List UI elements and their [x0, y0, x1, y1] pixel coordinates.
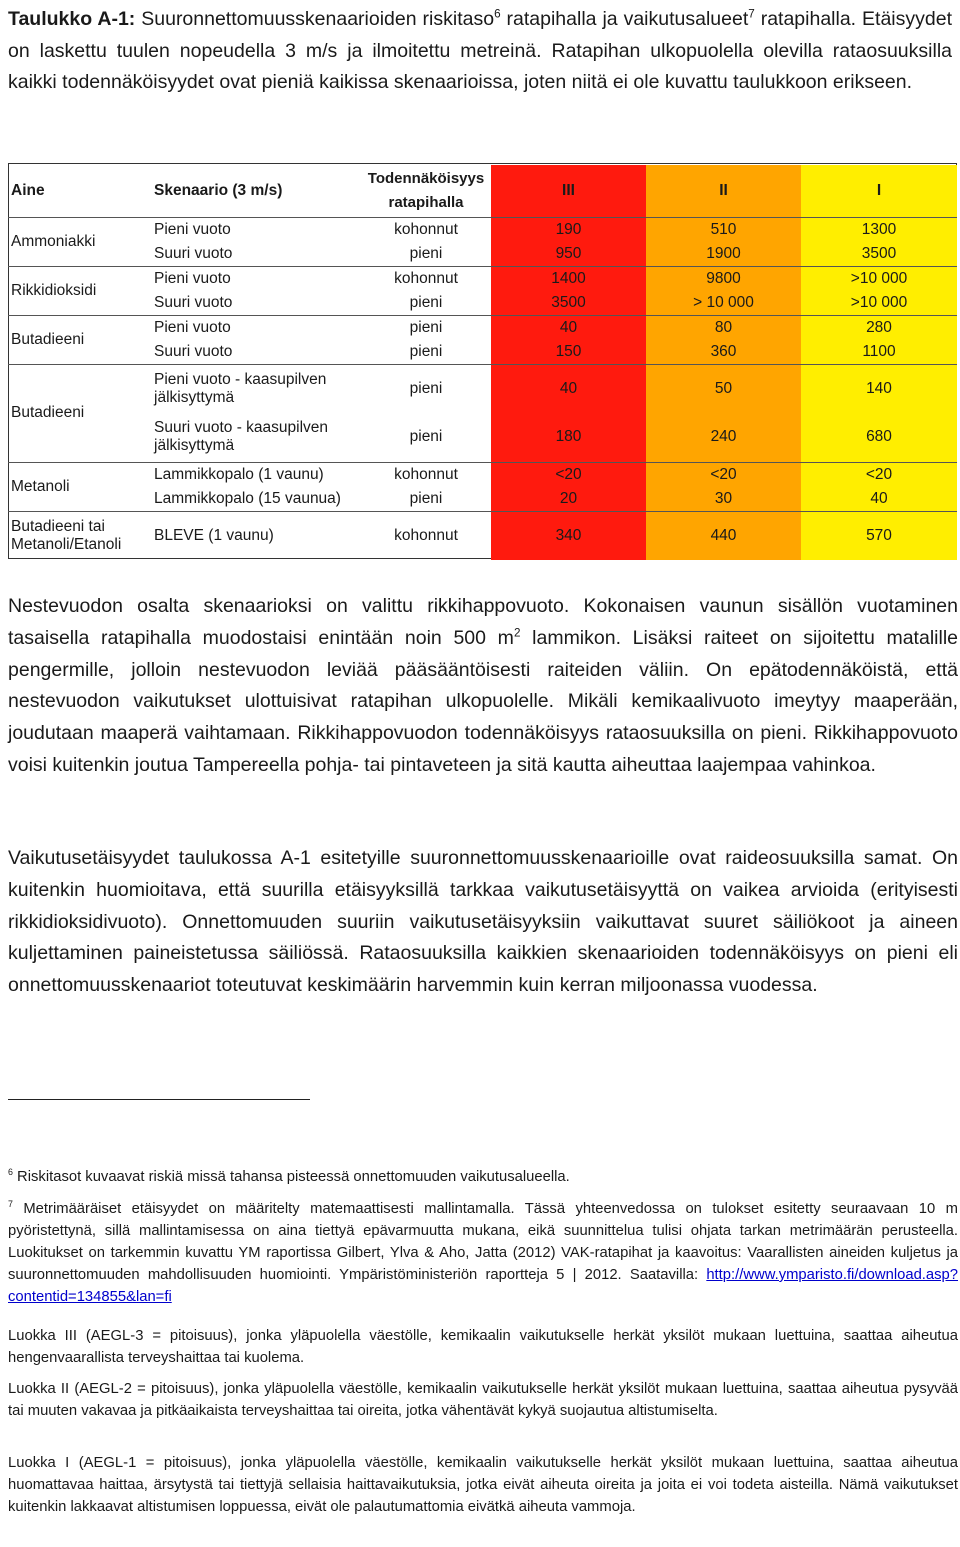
distance-class-iii: 3500 [491, 291, 646, 316]
distance-class-ii: 360 [646, 340, 801, 365]
distance-class-iii: 950 [491, 242, 646, 267]
distance-class-iii: 340 [491, 511, 646, 560]
paragraph-vaikutusetaisyydet: Vaikutusetäisyydet taulukossa A-1 esitetyille suuronnettomuusskenaarioille ovat raideosuuksilla samat. On kuitenkin huomioitava, että suurilla etäisyyksillä tarkkaa vaikutusetäisyyttä on vaikea arvioida (erityisesti rikkidioksidivuoto). Onnettomuuden suuriin vaikutusetäisyyksiin vaikuttavat suuret säiliökoot ja aineen kuljettaminen paineistetussa säiliössä. Rataosuuksilla kaikkien skenaarioiden todennäköisyys on pieni eli onnettomuusskenaariot toteutuvat keskimäärin harvemmin kuin kerran miljoonassa vuodessa. [8, 847, 958, 997]
caption-text-c: ratapihalla. Etäisyydet on laskettu tuulen nopeudella 3 m/s ja ilmoitettu metreinä. Ratapihan ulkopuolella olevilla rataosuuksilla kaikki todennäköisyydet ovat pieniä kaikissa skenaarioissa, joten niitä ei ole kuvattu taulukkoon erikseen. [8, 8, 952, 93]
distance-class-ii: 9800 [646, 266, 801, 291]
distance-class-ii: 240 [646, 413, 801, 462]
table-row [8, 364, 957, 413]
table-row [8, 315, 957, 340]
distance-class-i: >10 000 [801, 266, 957, 291]
scenario-cell [151, 413, 361, 462]
paragraph1-superscript: 2 [513, 626, 521, 640]
distance-class-iii: 180 [491, 413, 646, 462]
distance-class-i: 3500 [801, 242, 957, 267]
scenario-line2: jälkisyttymä [154, 437, 235, 455]
substance-cell: Metanoli [8, 462, 151, 511]
header-prob-line1: Todennäköisyys [367, 169, 485, 187]
risk-table [8, 165, 957, 560]
distance-class-ii: 50 [646, 364, 801, 413]
distance-class-i: 140 [801, 364, 957, 413]
substance-cell: Butadieeni [8, 364, 151, 462]
distance-class-ii: <20 [646, 462, 801, 487]
scenario-cell: Pieni vuoto [151, 315, 361, 340]
caption-label: Taulukko A-1: [8, 8, 136, 30]
footnote-7 [8, 1198, 958, 1308]
table-caption [8, 4, 952, 99]
distance-class-i: 1100 [801, 340, 957, 365]
probability-cell: pieni [361, 315, 491, 340]
footnote-6-number: 6 [8, 1167, 13, 1178]
probability-cell: kohonnut [361, 217, 491, 242]
scenario-cell: Pieni vuoto [151, 266, 361, 291]
distance-class-iii: 40 [491, 315, 646, 340]
distance-class-i: <20 [801, 462, 957, 487]
ymparisto-link[interactable]: http://www.ymparisto.fi/download.asp?contentid=134855&lan=fi [8, 1267, 958, 1305]
header-todennakoisyys [361, 165, 491, 217]
distance-class-i: >10 000 [801, 291, 957, 316]
distance-class-iii: 150 [491, 340, 646, 365]
substance-line1: Butadieeni tai [11, 517, 105, 535]
scenario-line1: Pieni vuoto - kaasupilven [154, 370, 327, 388]
scenario-cell: Lammikkopalo (15 vaunua) [154, 489, 341, 507]
substance-cell [8, 511, 151, 560]
probability-cell: pieni [409, 244, 443, 262]
scenario-cell: BLEVE (1 vaunu) [151, 511, 361, 560]
table-row [8, 413, 957, 462]
probability-cell: pieni [409, 428, 443, 446]
caption-text-a: Suuronnettomuusskenaarioiden riskitaso [135, 8, 495, 30]
substance-cell: Rikkidioksidi [8, 266, 151, 315]
distance-class-i: 280 [801, 315, 957, 340]
distance-class-ii: 30 [646, 487, 801, 512]
caption-text-b: ratapihalla ja vaikutusalueet [500, 8, 749, 30]
distance-class-iii: 1400 [491, 266, 646, 291]
class-ii-description: Luokka II (AEGL-2 = pitoisuus), jonka yläpuolella väestölle, kemikaalin vaikutukselle herkät yksilöt mukaan luettuina, saattaa aiheutua pysyvää tai muuten vakavaa ja pitkäaikaista terveyshaittaa tai oireita, jotka vähentävät kykyä suojautua altistumiselta. [8, 1381, 958, 1419]
scenario-cell [151, 364, 361, 413]
scenario-cell: Lammikkopalo (1 vaunu) [151, 462, 361, 487]
probability-cell: kohonnut [361, 266, 491, 291]
probability-cell: pieni [409, 293, 443, 311]
table-row [8, 291, 957, 316]
table-header-row [8, 165, 957, 217]
distance-class-ii: 510 [646, 217, 801, 242]
table-row [8, 266, 957, 291]
distance-class-ii: 1900 [646, 242, 801, 267]
paragraph1-text-b: lammikon. Lisäksi raiteet on sijoitettu matalille pengermille, jolloin nestevuodon leviää pääsääntöisesti raiteiden väliin. On epätodennäköistä, että nestevuodon vaikutukset ulottuisivat ratapihan ulkopuolelle. Mikäli kemikaalivuoto imeytyy maaperään, joudutaan maaperä vaihtamaan. Rikkihappovuodon todennäköisyys rataosuuksilla on pieni. Rikkihappovuoto voisi kuitenkin joutua Tampereella pohja- tai pintaveteen ja sitä kautta aiheuttaa laajempaa vahinkoa. [8, 626, 958, 776]
table-row [8, 462, 957, 487]
caption-footnote-ref-7[interactable]: 7 [748, 7, 755, 21]
distance-class-ii: 440 [646, 511, 801, 560]
table-row [8, 340, 957, 365]
probability-cell: pieni [409, 342, 443, 360]
scenario-cell: Pieni vuoto [151, 217, 361, 242]
header-prob-line2: ratapihalla [388, 193, 464, 211]
probability-cell: pieni [361, 364, 491, 413]
probability-cell: kohonnut [361, 511, 491, 560]
substance-cell: Butadieeni [8, 315, 151, 364]
scenario-cell: Suuri vuoto [154, 244, 233, 262]
distance-class-i: 680 [801, 413, 957, 462]
distance-class-ii: 80 [646, 315, 801, 340]
distance-class-ii: > 10 000 [646, 291, 801, 316]
scenario-cell: Suuri vuoto [154, 342, 233, 360]
class-iii-description: Luokka III (AEGL-3 = pitoisuus), jonka yläpuolella väestölle, kemikaalin vaikutukselle herkät yksilöt mukaan luettuina, saattaa aiheutua hengenvaarallista terveyshaittaa tai kuolema. [8, 1328, 958, 1366]
table-row [8, 487, 957, 512]
substance-cell: Ammoniakki [8, 217, 151, 266]
class-i-description: Luokka I (AEGL-1 = pitoisuus), jonka yläpuolella väestölle, kemikaalin vaikutukselle herkät yksilöt mukaan luettuina, saattaa aiheutua huomattavaa haittaa, ärsytystä tai tiettyjä sellaisia haittavaikutuksia, jotka eivät aiheuta oireita ja joita ei voi todeta aisteilla. Nämä vaikutukset kuitenkin lakkaavat altistumisen loppuessa, eivät ole palautumattomia eivätkä aiheuta vammoja. [8, 1455, 958, 1515]
scenario-cell: Suuri vuoto [154, 293, 233, 311]
table-row [8, 511, 957, 560]
footnote-7-text: Metrimääräiset etäisyydet on määritelty matemaattisesti mallintamalla. Tässä yhteenvedossa on tulokset esitetty seuraavaan 10 m pyöristettynä, sillä mallintamisessa on aina tiettyä epävarmuutta mukana, eikä suunnittelua tulisi ohjata tarkan metrimäärän perusteella. Luokitukset on tarkemmin kuvattu YM raportissa Gilbert, Ylva & Aho, Jatta (2012) VAK-ratapihat ja kaavoitus: Vaarallisten aineiden kuljetus ja suuronnettomuuden mahdollisuuden huomiointi. Ympäristöministeriön raportteja 5 | 2012. Saatavilla: [8, 1201, 958, 1283]
footnote-6-text: Riskitasot kuvaavat riskiä missä tahansa pisteessä onnettomuuden vaikutusalueella. [12, 1169, 570, 1185]
distance-class-i: 40 [801, 487, 957, 512]
footnote-separator [8, 1099, 310, 1100]
distance-class-iii: <20 [491, 462, 646, 487]
header-class-i: I [801, 165, 957, 217]
scenario-line2: jälkisyttymä [154, 388, 235, 406]
footnote-7-number: 7 [8, 1199, 13, 1210]
footnote-6 [8, 1166, 958, 1188]
header-class-ii: II [646, 165, 801, 217]
distance-class-i: 570 [801, 511, 957, 560]
header-class-iii: III [491, 165, 646, 217]
header-aine: Aine [11, 181, 45, 199]
distance-class-iii: 40 [491, 364, 646, 413]
scenario-line1: Suuri vuoto - kaasupilven [154, 419, 329, 437]
header-skenaario: Skenaario (3 m/s) [154, 181, 283, 199]
paragraph1-text-a: Nestevuodon osalta skenaarioksi on valittu rikkihappovuoto. Kokonaisen vaunun sisällön vuotaminen tasaisella ratapihalla muodostaisi enintään noin 500 m [8, 595, 958, 649]
distance-class-i: 1300 [801, 217, 957, 242]
caption-footnote-ref-6[interactable]: 6 [494, 7, 501, 21]
paragraph-nestevuoto [8, 591, 958, 782]
table-row [8, 242, 957, 267]
probability-cell: kohonnut [361, 462, 491, 487]
probability-cell: pieni [409, 489, 443, 507]
substance-line2: Metanoli/Etanoli [11, 535, 122, 553]
distance-class-iii: 190 [491, 217, 646, 242]
distance-class-iii: 20 [491, 487, 646, 512]
table-row [8, 217, 957, 242]
